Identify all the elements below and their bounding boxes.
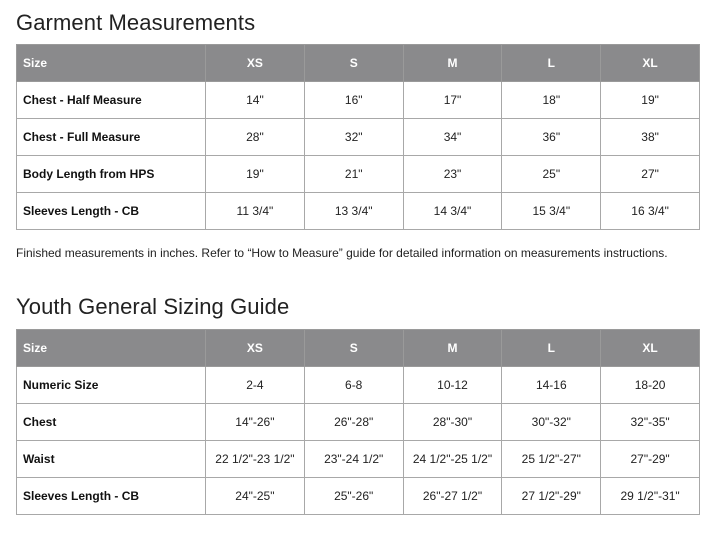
row-label: Chest [17, 404, 206, 441]
header-cell: XL [601, 45, 700, 82]
table-cell: 29 1/2"-31" [601, 478, 700, 515]
row-label: Chest - Half Measure [17, 82, 206, 119]
header-cell: Size [17, 45, 206, 82]
table-row [17, 367, 700, 404]
table-cell: 21" [304, 156, 403, 193]
header-cell: M [403, 45, 502, 82]
table-cell: 27" [601, 156, 700, 193]
youth-sizing-guide-title: Youth General Sizing Guide [16, 294, 290, 319]
table-cell: 6-8 [304, 367, 403, 404]
row-label: Body Length from HPS [17, 156, 206, 193]
table-cell: 28" [206, 119, 305, 156]
table-cell: 28"-30" [403, 404, 502, 441]
table-cell: 22 1/2"-23 1/2" [206, 441, 305, 478]
table-cell: 24"-25" [206, 478, 305, 515]
header-cell: M [403, 330, 502, 367]
header-cell: XS [206, 330, 305, 367]
table-row [17, 441, 700, 478]
table-cell: 32" [304, 119, 403, 156]
table-cell: 14-16 [502, 367, 601, 404]
table-row [17, 478, 700, 515]
measurement-note: Finished measurements in inches. Refer to “How to Measure” guide for detailed information on measurements instructions. [16, 246, 668, 260]
header-cell: S [304, 45, 403, 82]
table-cell: 32"-35" [601, 404, 700, 441]
header-cell: XL [601, 330, 700, 367]
table-cell: 11 3/4" [206, 193, 305, 230]
table-cell: 14 3/4" [403, 193, 502, 230]
table-cell: 14" [206, 82, 305, 119]
table-cell: 13 3/4" [304, 193, 403, 230]
table-cell: 15 3/4" [502, 193, 601, 230]
table-cell: 2-4 [206, 367, 305, 404]
header-cell: L [502, 330, 601, 367]
table-cell: 17" [403, 82, 502, 119]
table-cell: 27 1/2"-29" [502, 478, 601, 515]
row-label: Sleeves Length - CB [17, 193, 206, 230]
header-cell: L [502, 45, 601, 82]
table-cell: 25 1/2"-27" [502, 441, 601, 478]
row-label: Waist [17, 441, 206, 478]
table-cell: 14"-26" [206, 404, 305, 441]
table-cell: 19" [601, 82, 700, 119]
table-cell: 27"-29" [601, 441, 700, 478]
garment-measurements-title: Garment Measurements [16, 10, 256, 35]
table-cell: 25" [502, 156, 601, 193]
table-cell: 25"-26" [304, 478, 403, 515]
table-row [17, 156, 700, 193]
table-cell: 24 1/2"-25 1/2" [403, 441, 502, 478]
table-cell: 38" [601, 119, 700, 156]
table-cell: 26"-28" [304, 404, 403, 441]
header-cell: XS [206, 45, 305, 82]
table-header-row [17, 330, 700, 367]
header-cell: S [304, 330, 403, 367]
table-header-row [17, 45, 700, 82]
table-cell: 16 3/4" [601, 193, 700, 230]
table-cell: 10-12 [403, 367, 502, 404]
row-label: Numeric Size [17, 367, 206, 404]
table-cell: 34" [403, 119, 502, 156]
table-cell: 16" [304, 82, 403, 119]
table-cell: 18-20 [601, 367, 700, 404]
table-cell: 30"-32" [502, 404, 601, 441]
header-cell: Size [17, 330, 206, 367]
table-row [17, 119, 700, 156]
youth-sizing-table [16, 329, 700, 515]
table-cell: 26"-27 1/2" [403, 478, 502, 515]
table-row [17, 82, 700, 119]
row-label: Chest - Full Measure [17, 119, 206, 156]
table-row [17, 404, 700, 441]
row-label: Sleeves Length - CB [17, 478, 206, 515]
table-cell: 19" [206, 156, 305, 193]
table-cell: 18" [502, 82, 601, 119]
table-cell: 36" [502, 119, 601, 156]
table-cell: 23" [403, 156, 502, 193]
garment-measurements-table [16, 44, 700, 230]
table-row [17, 193, 700, 230]
table-cell: 23"-24 1/2" [304, 441, 403, 478]
